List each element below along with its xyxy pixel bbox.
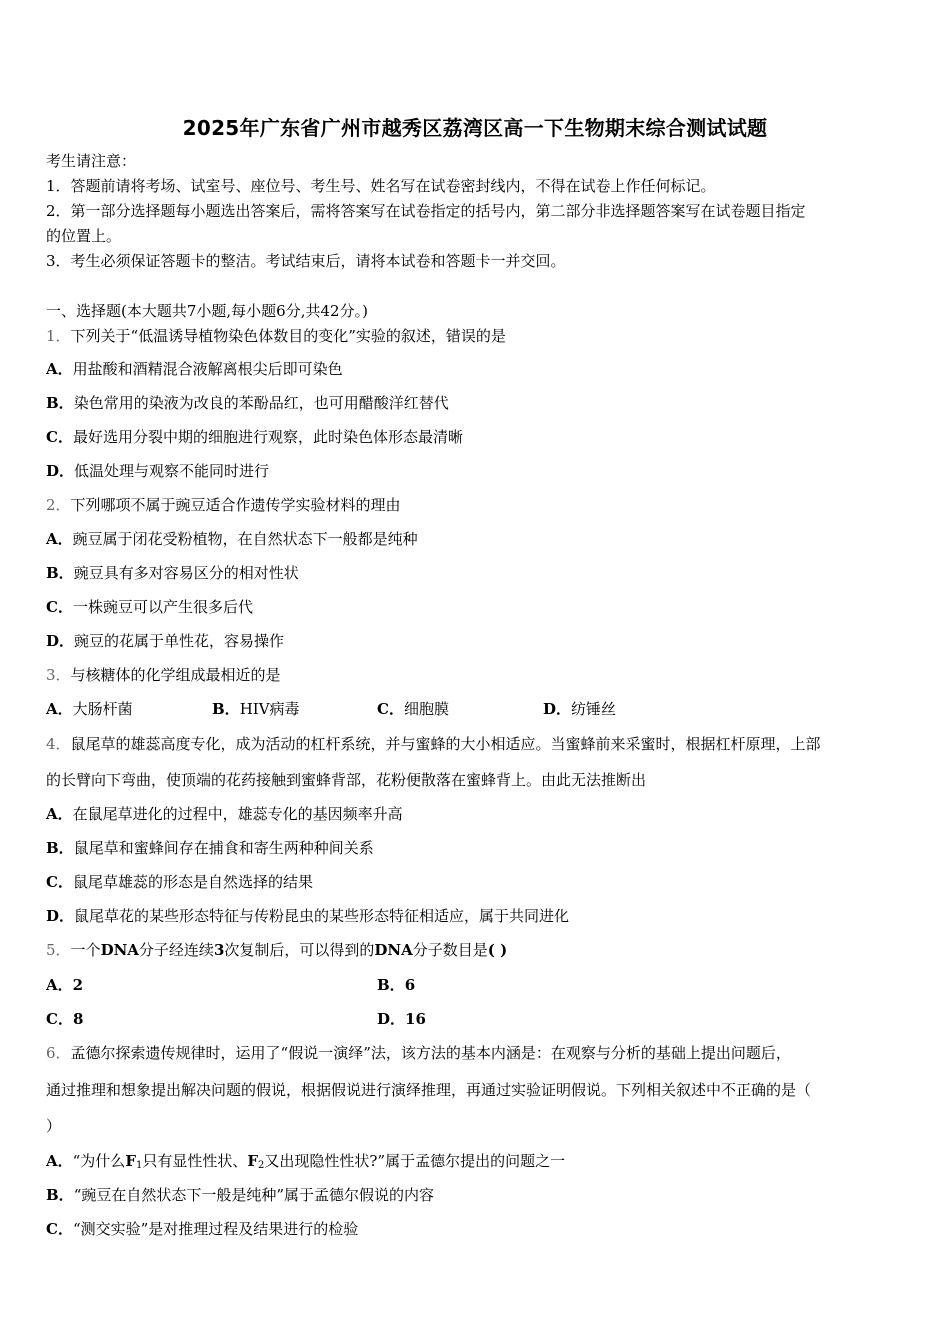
option-text: “为什么 (72, 1152, 126, 1170)
option-c (46, 427, 463, 447)
option-label: A． (46, 530, 73, 548)
option-text: F (125, 1152, 136, 1170)
question-text: 次复制后，可以得到的 (224, 941, 375, 959)
option-c (46, 1219, 358, 1239)
option-label: D． (46, 907, 75, 925)
notice-item: 2．第一部分选择题每小题选出答案后，需将答案写在试卷指定的括号内，第二部分非选择题答案写在试卷题目指定 (46, 202, 806, 220)
question-text: 的长臂向下弯曲，使顶端的花药接触到蜜蜂背部，花粉便散落在蜜蜂背上。由此无法推断出 (46, 771, 647, 789)
question-number: 4． (46, 735, 71, 753)
option-a (46, 699, 133, 719)
option-label: A． (46, 360, 73, 378)
option-b (46, 1185, 434, 1205)
question-text: 下列关于“低温诱导植物染色体数目的变化”实验的叙述，错误的是 (70, 327, 506, 345)
option-label: B． (46, 564, 74, 582)
option-text: 又出现隐性性状?”属于孟德尔提出的问题之一 (264, 1152, 566, 1170)
option-label: D． (46, 632, 75, 650)
option-text: 纺锤丝 (571, 700, 617, 718)
option-label: C． (46, 1220, 73, 1238)
option-a (46, 975, 83, 995)
question-number: 2． (46, 496, 71, 514)
option-label: B． (46, 1186, 74, 1204)
question-stem (46, 495, 401, 515)
option-text: 8 (72, 1010, 84, 1028)
option-text: 豌豆具有多对容易区分的相对性状 (73, 564, 299, 582)
option-text: HIV病毒 (239, 700, 300, 718)
question-text: ） (46, 1117, 62, 1135)
option-c (46, 597, 253, 617)
option-label: C． (377, 700, 404, 718)
option-a (46, 359, 343, 379)
option-label: B． (46, 394, 74, 412)
option-label: B． (46, 839, 74, 857)
question-text: 与核糖体的化学组成最相近的是 (70, 666, 281, 684)
notice-heading: 考生请注意： (46, 152, 137, 170)
question-number: 3． (46, 666, 71, 684)
option-text: 在鼠尾草进化的过程中，雄蕊专化的基因频率升高 (72, 805, 403, 823)
notice-item: 1．答题前请将考场、试室号、座位号、考生号、姓名写在试卷密封线内，不得在试卷上作任何标记。 (46, 177, 716, 195)
option-d (46, 461, 269, 481)
option-text: “测交实验”是对推理过程及结果进行的检验 (72, 1220, 359, 1238)
question-text: 孟德尔探索遗传规律时，运用了“假说一演绎”法，该方法的基本内涵是：在观察与分析的基础上提出问题后， (70, 1044, 791, 1062)
subscript: 2 (258, 1160, 265, 1171)
question-stem (46, 326, 506, 346)
option-label: A． (46, 1152, 73, 1170)
question-text: ( ) (487, 941, 508, 959)
option-b (46, 393, 449, 413)
subscript: 1 (135, 1160, 143, 1171)
notice-item: 3．考生必须保证答题卡的整洁。考试结束后，请将本试卷和答题卡一并交回。 (46, 252, 566, 270)
option-text: 最好选用分裂中期的细胞进行观察，此时染色体形态最清晰 (72, 428, 463, 446)
question-text: 3 (213, 941, 225, 959)
option-label: D． (543, 700, 572, 718)
option-d (377, 1009, 426, 1029)
question-text: 分子经连续 (138, 941, 214, 959)
question-text: DNA (374, 941, 413, 959)
option-text: 6 (404, 976, 416, 994)
section-heading: 一、选择题(本大题共7小题,每小题6分,共42分。) (46, 302, 368, 320)
option-label: A． (46, 976, 73, 994)
option-c (46, 1009, 83, 1029)
option-d (543, 699, 616, 719)
question-number: 6． (46, 1044, 71, 1062)
option-label: C． (46, 428, 73, 446)
option-text: 鼠尾草和蜜蜂间存在捕食和寄生两种种间关系 (73, 839, 374, 857)
option-label: D． (377, 1010, 406, 1028)
option-b (377, 975, 415, 995)
notice-item: 的位置上。 (46, 227, 122, 245)
option-label: B． (377, 976, 405, 994)
option-text: 鼠尾草雄蕊的形态是自然选择的结果 (72, 873, 313, 891)
option-a (46, 1151, 565, 1176)
question-text: 下列哪项不属于豌豆适合作遗传学实验材料的理由 (70, 496, 401, 514)
question-text: DNA (100, 941, 139, 959)
option-text: 豌豆的花属于单性花，容易操作 (74, 632, 285, 650)
option-text: 只有显性性状、 (142, 1152, 248, 1170)
question-text: 通过推理和想象提出解决问题的假说，根据假说进行演绎推理，再通过实验证明假说。下列相关叙述中不正确的是（ (46, 1081, 812, 1099)
option-a (46, 529, 418, 549)
option-c (46, 872, 313, 892)
question-text: 分子数目是 (412, 941, 488, 959)
option-label: C． (46, 1010, 73, 1028)
option-label: A． (46, 805, 73, 823)
option-label: C． (46, 598, 73, 616)
option-label: A． (46, 700, 73, 718)
question-text: 鼠尾草的雄蕊高度专化，成为活动的杠杆系统，并与蜜蜂的大小相适应。当蜜蜂前来采蜜时，根据杠杆原理，上部 (70, 735, 821, 753)
question-number: 1． (46, 327, 71, 345)
option-b (46, 838, 374, 858)
question-stem (46, 734, 821, 754)
option-label: D． (46, 462, 75, 480)
option-text: 一株豌豆可以产生很多后代 (72, 598, 253, 616)
option-text: 大肠杆菌 (72, 700, 133, 718)
question-stem (46, 1043, 791, 1063)
option-c (377, 699, 449, 719)
question-number: 5． (46, 941, 71, 959)
option-text: 用盐酸和酒精混合液解离根尖后即可染色 (72, 360, 343, 378)
option-b (46, 563, 299, 583)
option-text: 豌豆属于闭花受粉植物，在自然状态下一般都是纯种 (72, 530, 418, 548)
question-stem (46, 940, 507, 960)
question-stem (46, 665, 281, 685)
question-text: 一个 (70, 941, 101, 959)
option-label: B． (212, 700, 240, 718)
option-d (46, 906, 569, 926)
option-text: F (247, 1152, 259, 1170)
option-text: 细胞膜 (403, 700, 449, 718)
option-label: C． (46, 873, 73, 891)
option-a (46, 804, 403, 824)
page-title: 2025年广东省广州市越秀区荔湾区高一下生物期末综合测试试题 (182, 116, 768, 140)
option-text: “豌豆在自然状态下一般是纯种”属于孟德尔假说的内容 (73, 1186, 435, 1204)
option-text: 低温处理与观察不能同时进行 (74, 462, 270, 480)
option-text: 2 (72, 976, 84, 994)
option-b (212, 699, 300, 719)
option-d (46, 631, 284, 651)
option-text: 染色常用的染液为改良的苯酚品红，也可用醋酸洋红替代 (73, 394, 449, 412)
option-text: 鼠尾草花的某些形态特征与传粉昆虫的某些形态特征相适应，属于共同进化 (74, 907, 570, 925)
option-text: 16 (405, 1010, 426, 1028)
